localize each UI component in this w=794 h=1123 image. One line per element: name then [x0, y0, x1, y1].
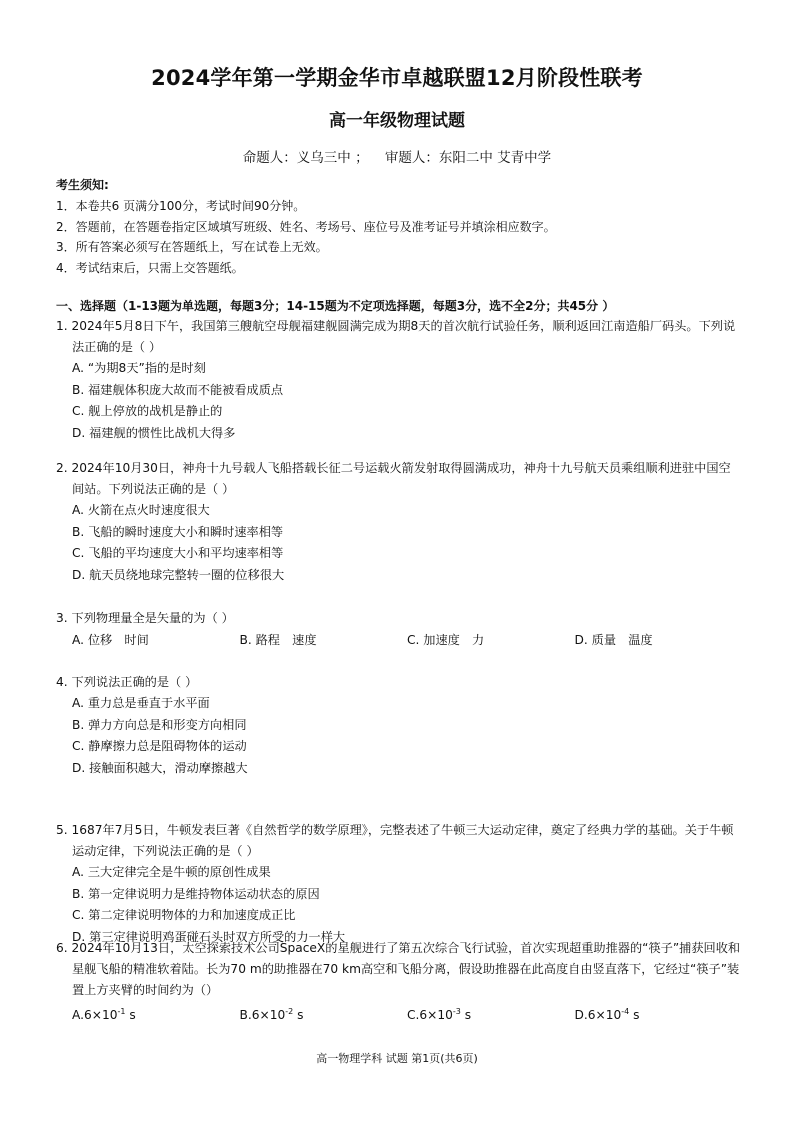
option-b: B. 第一定律说明力是维持物体运动状态的原因 — [72, 886, 320, 901]
option-a: A. 火箭在点火时速度很大 — [72, 503, 210, 517]
question-3 — [56, 608, 742, 651]
authors-line — [0, 146, 794, 166]
question-stem: 2. 2024年10月30日，神舟十九号载人飞船搭载长征二号运载火箭发射取得圆满成功，神舟十九号航天员乘组顺利进驻中国空间站。下列说法正确的是（ ） — [56, 461, 731, 496]
option-d: D. 质量 温度 — [574, 633, 653, 647]
exam-subtitle: 高一年级物理试题 — [329, 111, 465, 131]
notice-item: 2．答题前，在答题卷指定区域填写班级、姓名、考场号、座位号及准考证号并填涂相应数字。 — [56, 219, 556, 234]
candidate-notice — [56, 176, 746, 278]
option-c: C. 飞船的平均速度大小和平均速率相等 — [72, 546, 284, 560]
question-stem: 3. 下列物理量全是矢量的为（ ） — [56, 611, 234, 625]
question-5 — [56, 820, 742, 948]
option-b: B. 福建舰体积庞大故而不能被看成质点 — [72, 382, 284, 397]
notice-heading: 考生须知: — [56, 178, 109, 192]
option-a: $A.6\times 10^{-1}$ s — [72, 1007, 136, 1023]
option-a: A. 位移 时间 — [72, 633, 149, 647]
option-c: C. 静摩擦力总是阻碍物体的运动 — [72, 739, 247, 753]
option-d: D. 接触面积越大，滑动摩擦越大 — [72, 760, 248, 775]
question-6 — [56, 938, 742, 1026]
exam-title: 2024学年第一学期金华市卓越联盟12月阶段性联考 — [151, 66, 643, 90]
option-a: A. “为期8天”指的是时刻 — [72, 361, 206, 375]
options-row — [56, 1001, 742, 1026]
page-footer: 高一物理学科 试题 第1页(共6页) — [316, 1052, 478, 1065]
option-b: B. 路程 速度 — [239, 633, 317, 647]
question-4 — [56, 672, 742, 779]
setter-text: 命题人：义乌三中 ； — [242, 150, 369, 166]
question-stem: 1. 2024年5月8日下午，我国第三艘航空母舰福建舰圆满完成为期8天的首次航行试验任务，顺利返回江南造船厂码头。下列说法正确的是（ ） — [56, 319, 736, 354]
question-stem: 6. 2024年10月13日，太空探索技术公司SpaceX的星舰进行了第五次综合飞行试验，首次实现超重助推器的“筷子”捕获回收和星舰飞船的精准软着陆。长为70 m的助推器在70 km高空和飞船分离，假设助推器在此高度自由竖直落下，它经过“筷子”装置上方夹臂的时间约为（） — [56, 941, 741, 997]
question-stem: 5. 1687年7月5日，牛顿发表巨著《自然哲学的数学原理》，完整表述了牛顿三大运动定律，奠定了经典力学的基础。关于牛顿运动定律，下列说法正确的是（ ） — [56, 823, 734, 858]
question-1 — [56, 316, 742, 444]
option-b: $B.6\times 10^{-2}$ s — [239, 1007, 304, 1023]
reviewer-text: 审题人：东阳二中 艾青中学 — [384, 150, 552, 166]
question-stem: 4. 下列说法正确的是（ ） — [56, 675, 198, 689]
notice-item: 4．考试结束后，只需上交答题纸。 — [56, 260, 244, 275]
option-c: C. 舰上停放的战机是静止的 — [72, 404, 223, 418]
option-d: D. 福建舰的惯性比战机大得多 — [72, 425, 236, 440]
option-a: A. 重力总是垂直于水平面 — [72, 696, 210, 710]
option-c: $C.6\times 10^{-3}$ s — [407, 1007, 472, 1023]
notice-item: 3．所有答案必须写在答题纸上，写在试卷上无效。 — [56, 240, 328, 254]
option-a: A. 三大定律完全是牛顿的原创性成果 — [72, 865, 271, 879]
notice-item: 1．本卷共6 页满分100分，考试时间90分钟。 — [56, 199, 306, 213]
option-c: C. 加速度 力 — [407, 633, 485, 647]
option-d: D. 航天员绕地球完整转一圈的位移很大 — [72, 567, 285, 582]
option-b: B. 弹力方向总是和形变方向相同 — [72, 717, 247, 732]
option-c: C. 第二定律说明物体的力和加速度成正比 — [72, 908, 296, 922]
options-row — [56, 629, 742, 651]
section-title: 一、选择题（1-13题为单选题，每题3分；14-15题为不定项选择题，每题3分，选不全2分；共45分 ） — [56, 299, 615, 313]
question-2 — [56, 458, 742, 586]
option-d: $D.6\times 10^{-4}$ s — [574, 1007, 640, 1023]
option-d: D. 第三定律说明鸡蛋碰石头时双方所受的力一样大 — [72, 929, 346, 944]
option-b: B. 飞船的瞬时速度大小和瞬时速率相等 — [72, 524, 284, 539]
